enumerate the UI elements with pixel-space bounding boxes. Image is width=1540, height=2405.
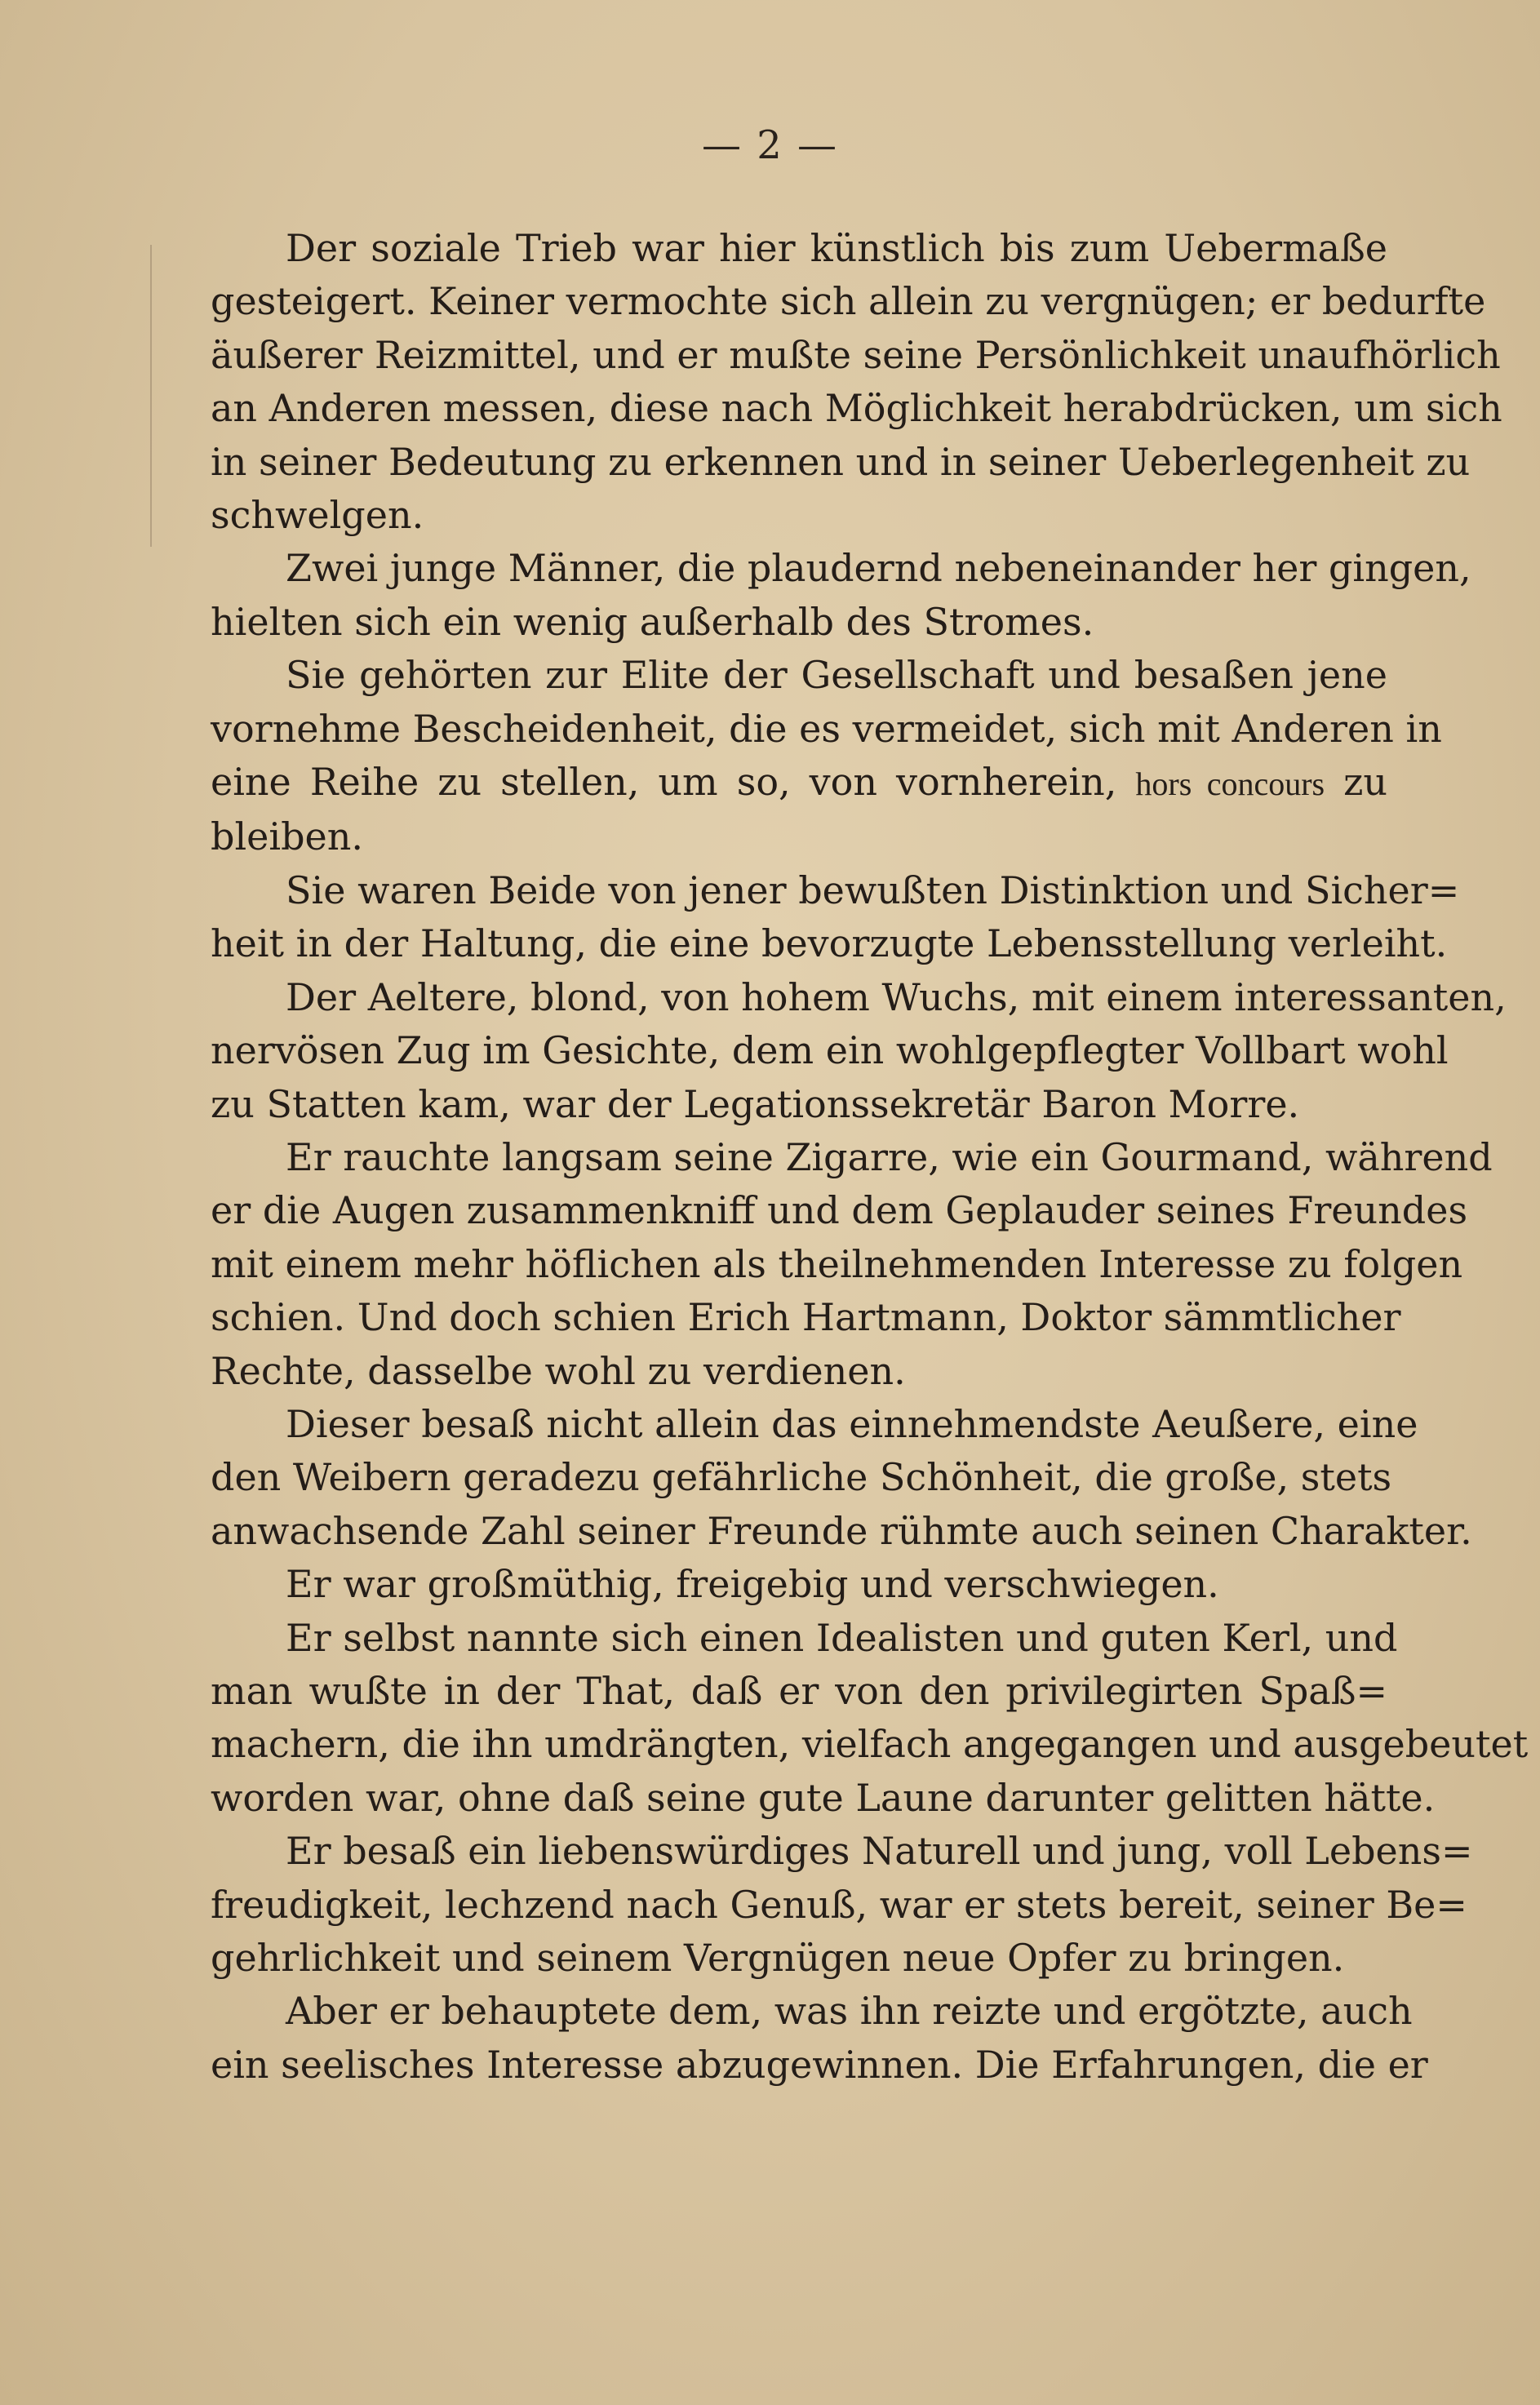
text-line	[211, 756, 1387, 810]
text-line: worden war, ohne daß seine gute Laune darunter gelitten hätte.	[211, 1775, 1436, 1820]
text-segment: eine Reihe zu stellen, um so, von vornherein,	[211, 760, 1117, 805]
text-line: mit einem mehr höflichen als theilnehmenden Interesse zu folgen	[211, 1241, 1463, 1286]
text-line: machern, die ihn umdrängten, vielfach angegangen und ausgebeutet	[211, 1722, 1529, 1767]
text-line: vornehme Bescheidenheit, die es vermeidet, sich mit Anderen in	[211, 706, 1442, 751]
text-line: bleiben.	[211, 814, 364, 859]
text-line: gehrlichkeit und seinem Vergnügen neue Opfer zu bringen.	[211, 1936, 1345, 1980]
text-line: schien. Und doch schien Erich Hartmann, Doktor sämmtlicher	[211, 1295, 1401, 1340]
text-segment: zu	[1343, 760, 1388, 805]
text-line: Er war großmüthig, freigebig und verschwiegen.	[286, 1562, 1219, 1607]
text-line: gesteigert. Keiner vermochte sich allein zu vergnügen; er bedurfte	[211, 279, 1486, 324]
text-line: Er selbst nannte sich einen Idealisten und guten Kerl, und	[286, 1615, 1398, 1660]
text-line: Der Aeltere, blond, von hohem Wuchs, mit einem interessanten,	[286, 974, 1507, 1019]
text-line: Der soziale Trieb war hier künstlich bis zum Uebermaße	[286, 226, 1387, 270]
body-text	[211, 222, 1529, 2092]
text-line: in seiner Bedeutung zu erkennen und in seiner Ueberlegenheit zu	[211, 439, 1471, 484]
text-line: hielten sich ein wenig außerhalb des Stromes.	[211, 599, 1094, 644]
text-line: heit in der Haltung, die eine bevorzugte Lebensstellung verleiht.	[211, 921, 1448, 966]
text-line: schwelgen.	[211, 493, 424, 538]
page-number: — 2 —	[701, 122, 839, 168]
text-line: Zwei junge Männer, die plaudernd nebeneinander her gingen,	[286, 546, 1471, 591]
text-line: anwachsende Zahl seiner Freunde rühmte auch seinen Charakter.	[211, 1508, 1472, 1553]
text-line: zu Statten kam, war der Legationssekretär Baron Morre.	[211, 1081, 1300, 1126]
text-line: nervösen Zug im Gesichte, dem ein wohlgepflegter Vollbart wohl	[211, 1028, 1449, 1073]
text-line: Er rauchte langsam seine Zigarre, wie ein Gourmand, während	[286, 1134, 1493, 1179]
text-line: an Anderen messen, diese nach Möglichkeit herabdrücken, um sich	[211, 386, 1502, 431]
text-line: Dieser besaß nicht allein das einnehmendste Aeußere, eine	[286, 1401, 1418, 1446]
text-line: ein seelisches Interesse abzugewinnen. Die Erfahrungen, die er	[211, 2042, 1428, 2087]
text-line: man wußte in der That, daß er von den privilegirten Spaß=	[211, 1668, 1387, 1713]
text-line: er die Augen zusammenkniff und dem Geplauder seines Freundes	[211, 1188, 1468, 1233]
text-line: Aber er behauptete dem, was ihn reizte und ergötzte, auch	[286, 1989, 1413, 2034]
text-line: Er besaß ein liebenswürdiges Naturell und jung, voll Lebens=	[286, 1829, 1473, 1874]
text-line: den Weibern geradezu gefährliche Schönheit, die große, stets	[211, 1455, 1392, 1500]
text-line: freudigkeit, lechzend nach Genuß, war er stets bereit, seiner Be=	[211, 1882, 1467, 1927]
text-line: Rechte, dasselbe wohl zu verdienen.	[211, 1348, 906, 1393]
text-line: Sie waren Beide von jener bewußten Distinktion und Sicher=	[286, 867, 1460, 912]
foreign-phrase: hors concours	[1135, 765, 1325, 803]
text-line: äußerer Reizmittel, und er mußte seine Persönlichkeit unaufhörlich	[211, 332, 1501, 377]
text-line: Sie gehörten zur Elite der Gesellschaft und besaßen jene	[286, 653, 1387, 698]
margin-mark	[150, 245, 152, 547]
